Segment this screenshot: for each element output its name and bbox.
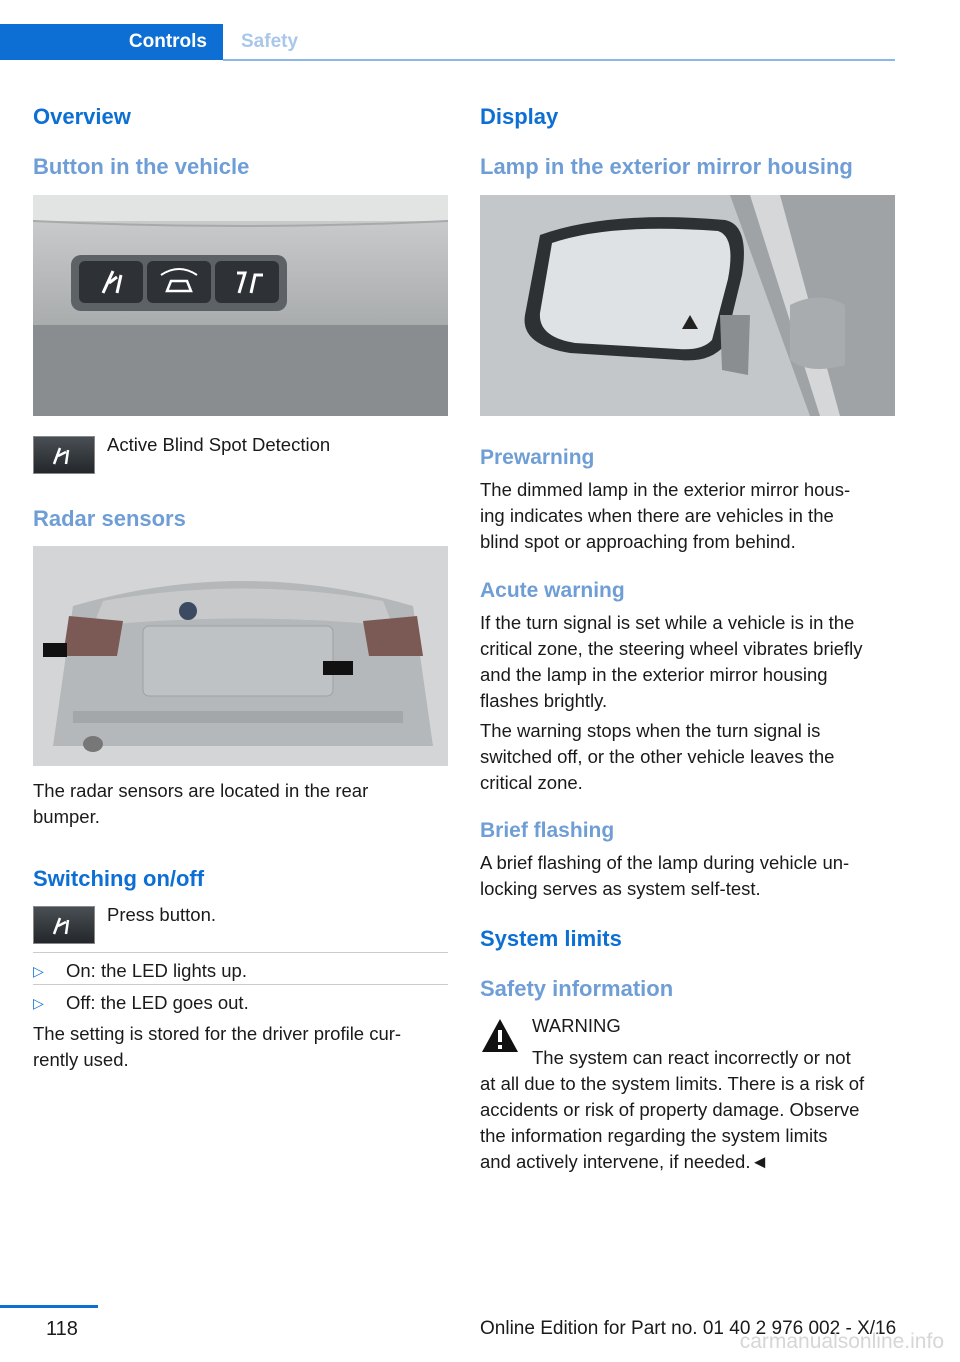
blind-spot-button-icon (33, 436, 95, 474)
warning-triangle-icon (480, 1016, 520, 1056)
divider (33, 952, 448, 953)
radar-sensors-heading: Radar sensors (33, 506, 186, 531)
tab-safety[interactable]: Safety (241, 31, 299, 52)
brief-flashing-heading: Brief flashing (480, 819, 615, 842)
list-item-text: On: the LED lights up. (66, 960, 247, 981)
warning-line-2: at all due to the system limits. There is a risk of (480, 1073, 865, 1094)
radar-text-line-1: The radar sensors are located in the rear (33, 780, 369, 801)
header-tabbar (0, 24, 895, 62)
stops-line-2: switched off, or the other vehicle leaves the (480, 746, 835, 767)
lamp-heading: Lamp in the exterior mirror housing (480, 154, 853, 179)
acute-line-3: and the lamp in the exterior mirror housing (480, 664, 828, 685)
footer-rule (0, 1305, 98, 1308)
stops-line-3: critical zone. (480, 772, 583, 793)
button-panel-photo (33, 195, 448, 416)
list-item-text: Off: the LED goes out. (66, 992, 249, 1013)
tab-underline (223, 59, 895, 61)
safety-information-heading: Safety information (480, 976, 674, 1001)
brief-line-1: A brief flashing of the lamp during vehicle un- (480, 852, 850, 873)
prewarning-line-2: ing indicates when there are vehicles in the (480, 505, 834, 526)
prewarning-heading: Prewarning (480, 446, 595, 469)
stored-text-line-1: The setting is stored for the driver profile cur- (33, 1023, 402, 1044)
prewarning-line-3: blind spot or approaching from behind. (480, 531, 796, 552)
stops-line-1: The warning stops when the turn signal is (480, 720, 821, 741)
warning-label: WARNING (532, 1015, 621, 1036)
acute-line-4: flashes brightly. (480, 690, 608, 711)
acute-line-2: critical zone, the steering wheel vibrates briefly (480, 638, 863, 659)
switching-heading: Switching on/off (33, 866, 205, 891)
triangle-bullet-icon: ▷ (33, 963, 44, 979)
overview-heading: Overview (33, 104, 131, 129)
brief-line-2: locking serves as system self-test. (480, 878, 761, 899)
mirror-photo (480, 195, 895, 416)
warning-line-5: and actively intervene, if needed.◄ (480, 1151, 769, 1172)
press-button-text: Press button. (107, 904, 217, 925)
triangle-bullet-icon: ▷ (33, 995, 44, 1011)
warning-line-4: the information regarding the system limits (480, 1125, 828, 1146)
warning-line-3: accidents or risk of property damage. Observe (480, 1099, 860, 1120)
prewarning-line-1: The dimmed lamp in the exterior mirror hous- (480, 479, 851, 500)
edition-text: Online Edition for Part no. 01 40 2 976 002 - X/16 (480, 1318, 897, 1339)
system-limits-heading: System limits (480, 926, 622, 951)
divider (33, 984, 448, 985)
watermark: carmanualsonline.info (739, 1330, 944, 1353)
blind-spot-button-icon-2 (33, 906, 95, 944)
page-number: 118 (46, 1318, 78, 1340)
button-in-vehicle-heading: Button in the vehicle (33, 154, 250, 179)
acute-line-1: If the turn signal is set while a vehicle is in the (480, 612, 855, 633)
car-rear-photo (33, 546, 448, 766)
button-caption: Active Blind Spot Detection (107, 434, 331, 455)
stored-text-line-2: rently used. (33, 1049, 129, 1070)
radar-text-line-2: bumper. (33, 806, 100, 827)
tab-controls[interactable]: Controls (0, 24, 223, 60)
warning-line-1: The system can react incorrectly or not (532, 1047, 851, 1068)
display-heading: Display (480, 104, 559, 129)
acute-warning-heading: Acute warning (480, 579, 625, 602)
